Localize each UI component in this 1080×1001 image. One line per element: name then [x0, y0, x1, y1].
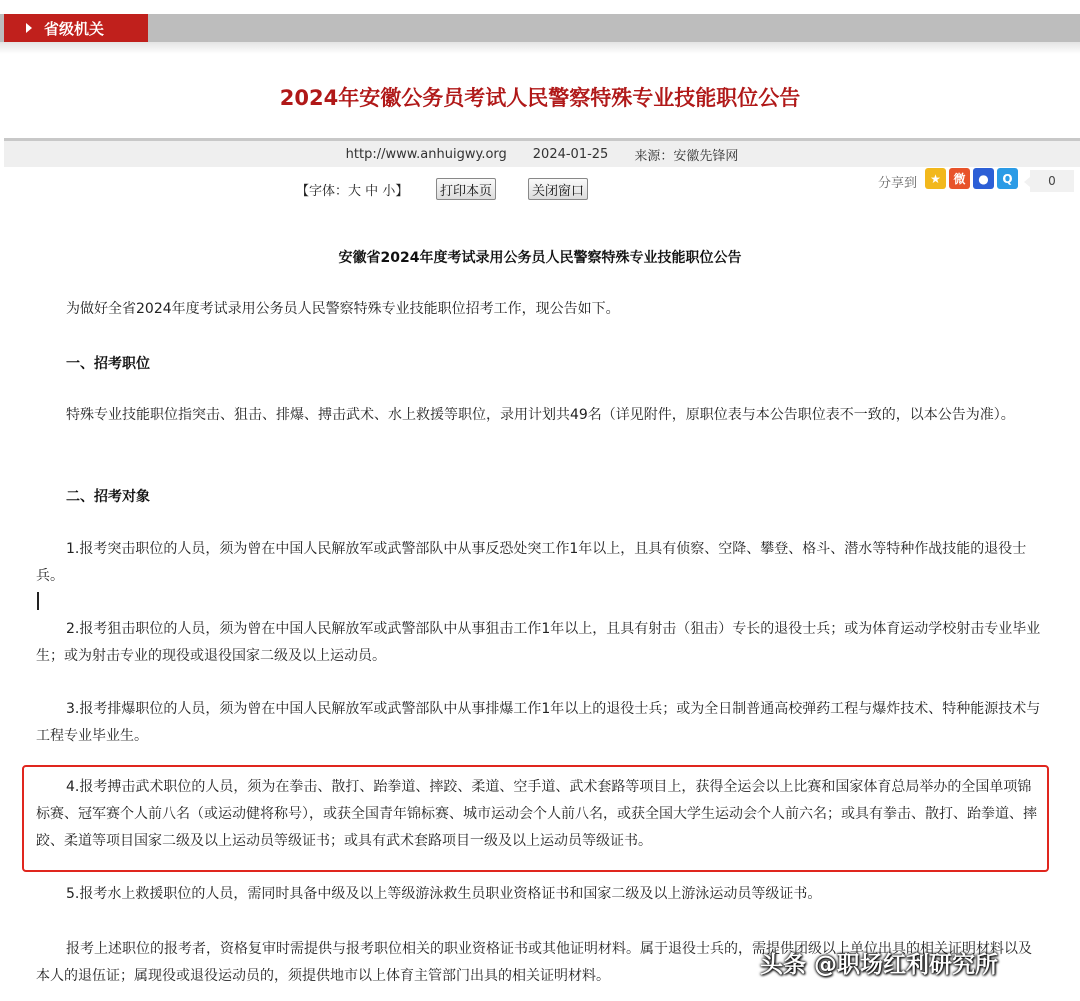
close-window-button[interactable]: 关闭窗口 [528, 178, 588, 200]
font-size-label: 【字体： [296, 184, 349, 199]
list-item: 4.报考搏击武术职位的人员，须为在拳击、散打、跆拳道、摔跤、柔道、空手道、武术套路等项目上，获得全运会以上比赛和国家体育总局举办的全国单项锦标赛、冠军赛个人前八名（或运动健将称号），或获全国青年锦标赛、城市运动会个人前八名，或获全国大学生运动会个人前六名；或具有拳击、散打、跆拳道、摔跤、柔道等项目国家二级及以上运动员等级证书；或具有武术套路项目一级及以上运动员等级证书。 [36, 779, 1037, 849]
category-label: 省级机关 [44, 19, 105, 38]
list-item: 3.报考排爆职位的人员，须为曾在中国人民解放军或武警部队中从事排爆工作1年以上的退役士兵；或为全日制普通高校弹药工程与爆炸技术、特种能源技术与工程专业毕业生。 [36, 701, 1041, 744]
font-size-small[interactable]: 小 [382, 184, 396, 199]
list-item: 2.报考狙击职位的人员，须为曾在中国人民解放军或武警部队中从事狙击工作1年以上，且具有射击（狙击）专长的退役士兵；或为体育运动学校射击专业毕业生；或为射击专业的现役或退役国家二级及以上运动员。 [36, 621, 1041, 664]
category-tab[interactable] [4, 14, 148, 42]
font-size-medium[interactable]: 中 [365, 184, 379, 199]
list-item: 1.报考突击职位的人员，须为曾在中国人民解放军或武警部队中从事反恐处突工作1年以上，且具有侦察、空降、攀登、格斗、潜水等特种作战技能的退役士兵。 [36, 541, 1027, 584]
section-title-applicants: 二、招考对象 [66, 489, 150, 505]
category-bar [0, 14, 1080, 42]
qzone-icon[interactable]: ★ [925, 168, 946, 189]
watermark: 头条 @职场红利研究所 [760, 952, 999, 978]
source-url: http://www.anhuigwy.org [345, 146, 507, 162]
font-size-control [296, 180, 408, 199]
publish-date: 2024-01-25 [532, 146, 609, 162]
triangle-right-icon [26, 23, 32, 33]
positions-paragraph: 特殊专业技能职位指突击、狙击、排爆、搏击武术、水上救援等职位，录用计划共49名（详见附件，原职位表与本公告职位表不一致的，以本公告为准）。 [66, 407, 1015, 423]
text-cursor [37, 592, 39, 610]
highlight-box [22, 765, 1049, 872]
document-heading: 安徽省2024年度考试录用公务员人民警察特殊专业技能职位公告 [338, 250, 742, 266]
share-count: 0 [1030, 170, 1074, 192]
closing-paragraph: 报考上述职位的报考者，资格复审时需提供与报考职位相关的职业资格证书或其他证明材料。属于退役士兵的，需提供团级以上单位出具的相关证明材料以及本人的退伍证；属现役或退役运动员的，须提供地市以上体育主管部门出具的相关证明材料。 [36, 941, 1032, 984]
weibo-icon[interactable]: 微 [949, 168, 970, 189]
share-label: 分享到 [878, 176, 918, 191]
article-meta-bar [4, 141, 1080, 167]
baidu-icon[interactable]: ● [973, 168, 994, 189]
print-button[interactable]: 打印本页 [436, 178, 496, 200]
font-size-large[interactable]: 大 [348, 184, 362, 199]
category-shadow [0, 42, 1080, 54]
intro-paragraph: 为做好全省2024年度考试录用公务员人民警察特殊专业技能职位招考工作，现公告如下。 [66, 301, 620, 317]
qq-icon[interactable]: Q [997, 168, 1018, 189]
section-title-positions: 一、招考职位 [66, 356, 150, 372]
font-size-close: 】 [395, 184, 409, 199]
list-item: 5.报考水上救援职位的人员，需同时具备中级及以上等级游泳救生员职业资格证书和国家二级及以上游泳运动员等级证书。 [66, 886, 822, 902]
source-name: 来源：安徽先锋网 [634, 148, 739, 164]
article-title: 2024年安徽公务员考试人民警察特殊专业技能职位公告 [279, 86, 801, 110]
